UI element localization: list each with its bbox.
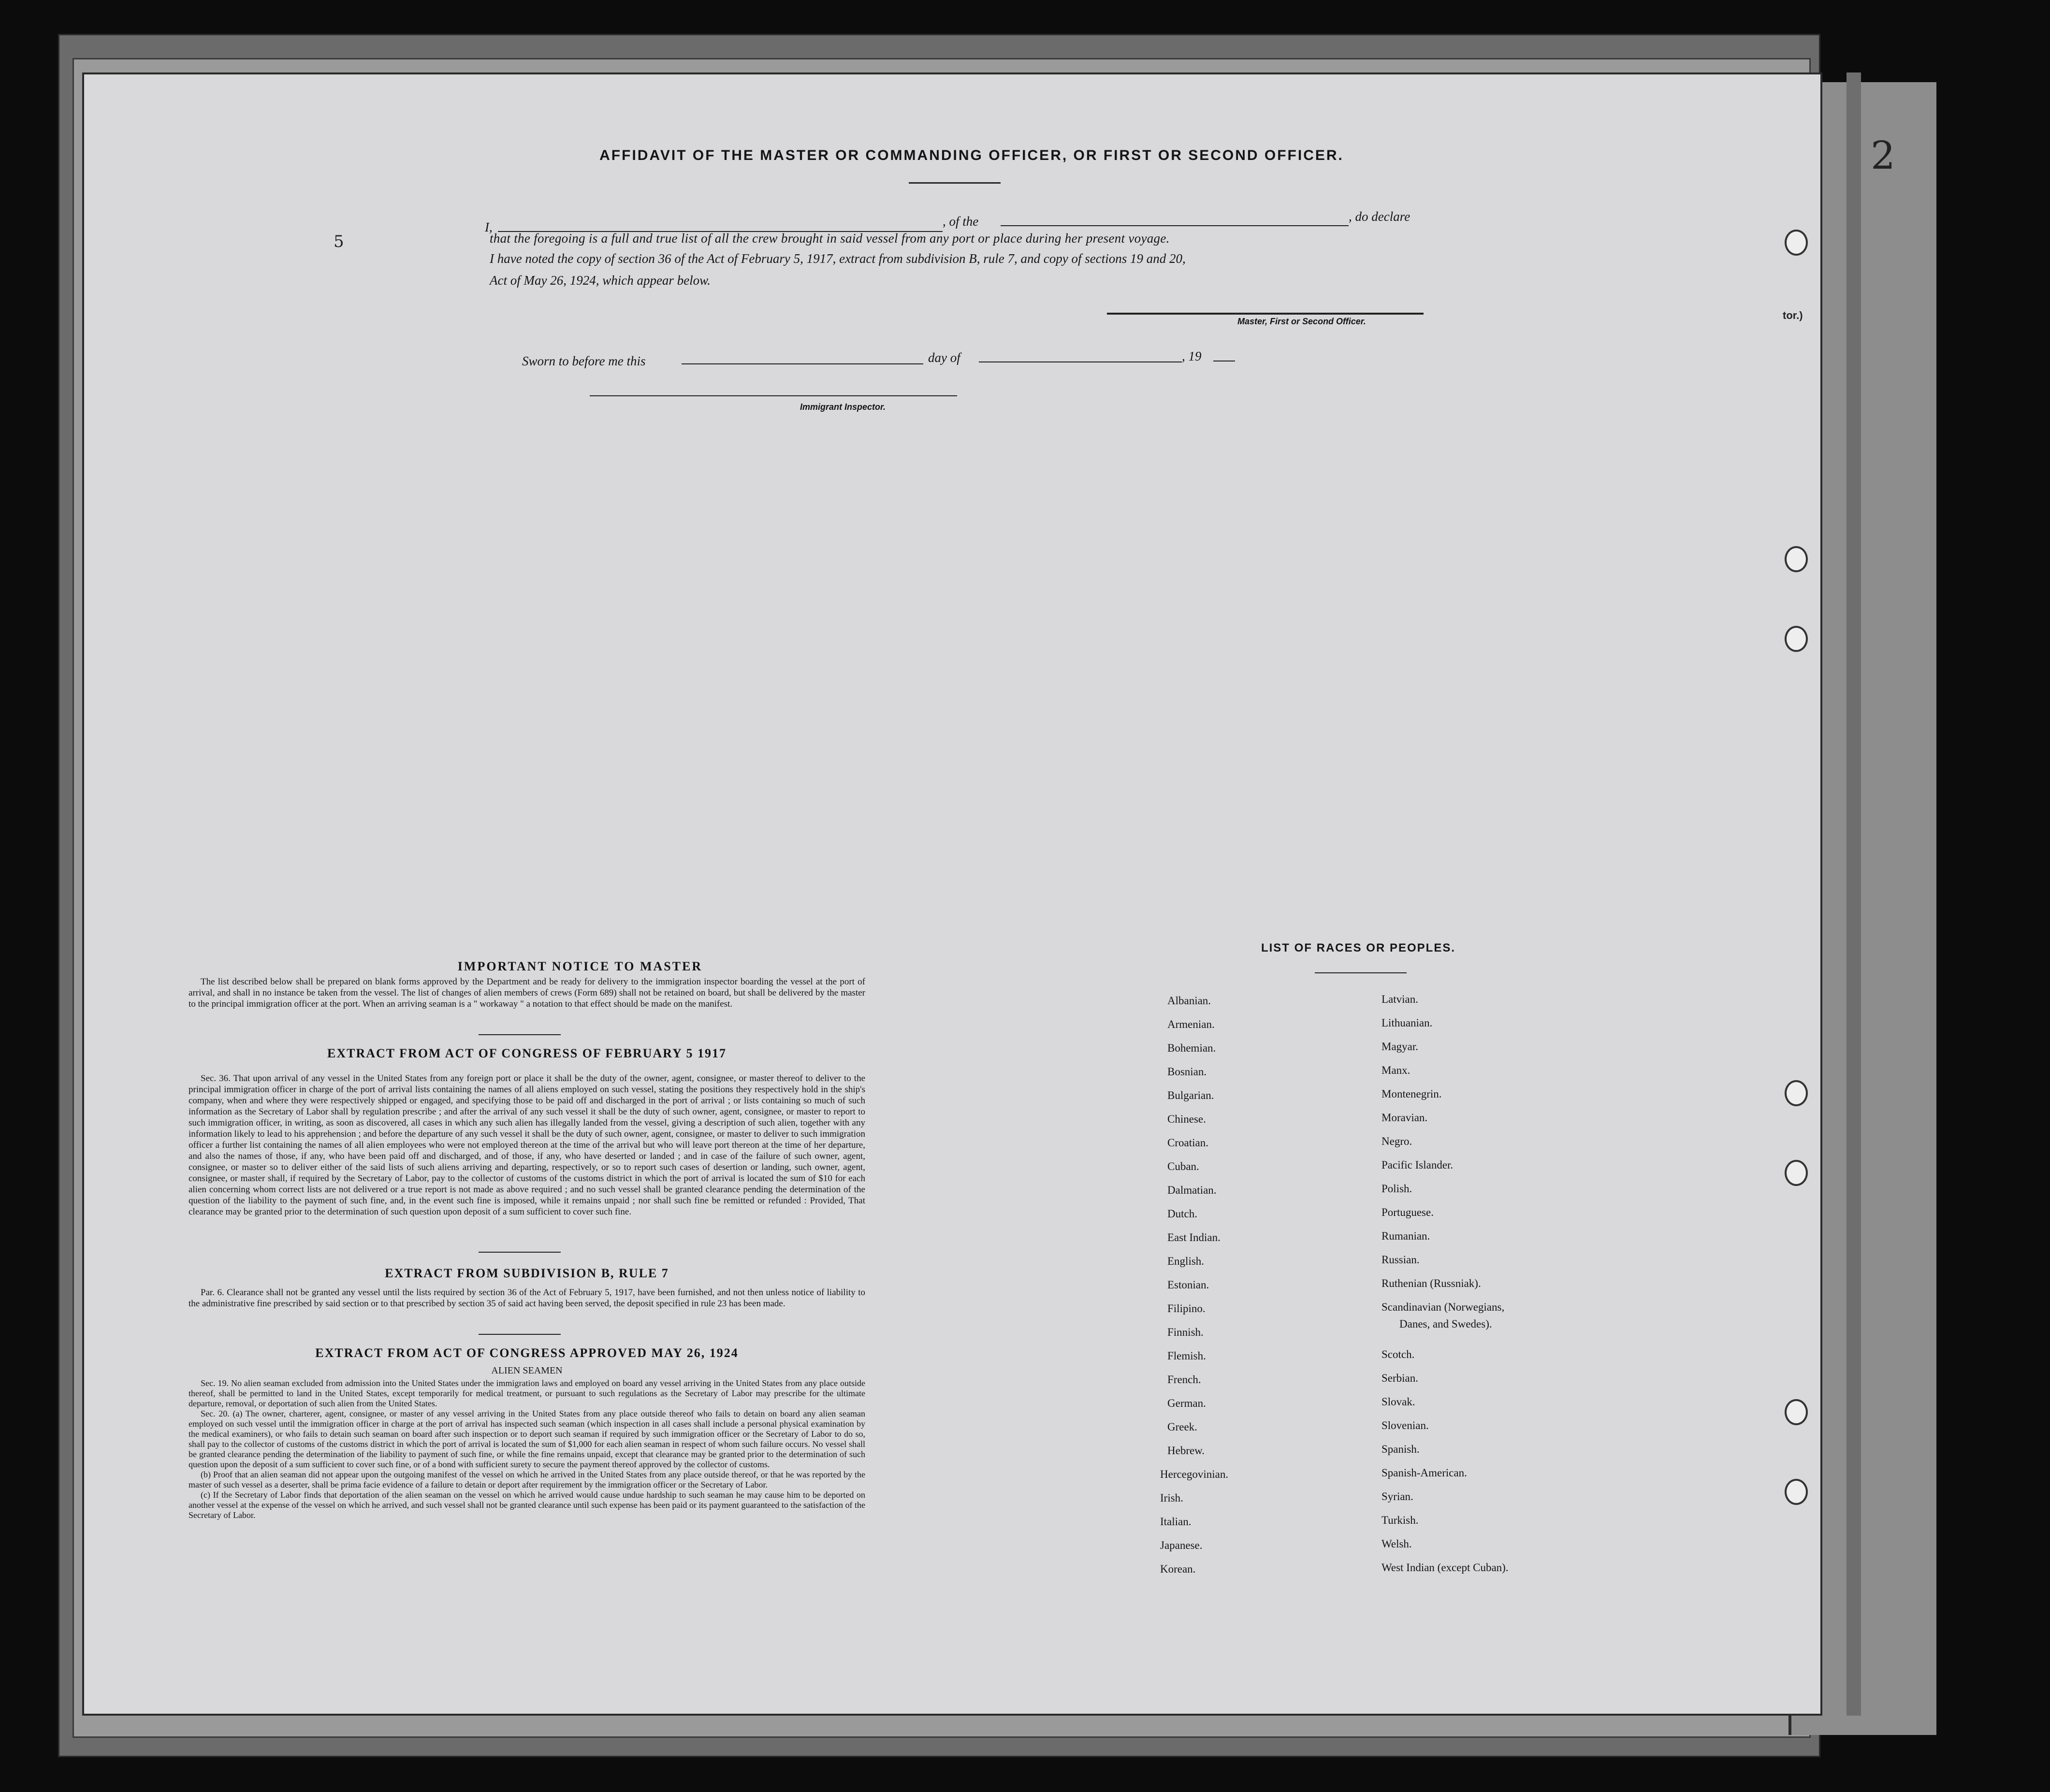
extract-rule7-title: EXTRACT FROM SUBDIVISION B, RULE 7: [385, 1266, 669, 1280]
race-item: Finnish.: [1167, 1326, 1204, 1338]
sec-20c-paragraph: (c) If the Secretary of Labor finds that deportation of the alien seaman on the vessel on which he arrived would cause undue hardship to such seaman he may cause him to be deported on another vessel at the expense of the vessel on which he arrived, and such vessel shall not be granted clearance until such expense has been paid or its payment guaranteed to the satisfaction of the Secretary of Labor.: [189, 1490, 865, 1520]
divider: [479, 1334, 561, 1335]
race-item: Armenian.: [1167, 1018, 1215, 1030]
binder-hole: [1785, 1160, 1808, 1186]
race-item: Russian.: [1381, 1254, 1420, 1266]
race-item: Dalmatian.: [1167, 1184, 1217, 1196]
race-item: Bulgarian.: [1167, 1089, 1214, 1101]
race-item: Estonian.: [1167, 1279, 1209, 1291]
race-item: Bohemian.: [1167, 1042, 1216, 1054]
sworn-day-of: day of: [928, 350, 960, 365]
notice-text: [189, 976, 865, 1010]
race-item: Manx.: [1381, 1064, 1410, 1076]
race-item: Dutch.: [1167, 1208, 1197, 1220]
race-item: Hebrew.: [1167, 1445, 1205, 1457]
race-item: Croatian.: [1167, 1137, 1208, 1149]
edge-text-fragment: tor.): [1783, 309, 1803, 321]
page-number-mark: 2: [1871, 133, 1895, 178]
binder-hole: [1785, 230, 1808, 256]
race-item: Spanish.: [1381, 1443, 1420, 1455]
sworn-text: Sworn to before me this: [522, 354, 646, 368]
binder-hole: [1785, 1080, 1808, 1106]
race-item: Danes, and Swedes).: [1399, 1318, 1492, 1330]
race-item: Moravian.: [1381, 1112, 1428, 1124]
par-6-paragraph: Par. 6. Clearance shall not be granted any vessel until the lists required by section 36 of the Act of February 5, 1917, have been furnished, and not then unless notice of liability to the administrative fine prescribed by said section or to that prescribed by section 35 of said act having been served, the deposit specified in rule 23 has been made.: [189, 1287, 865, 1309]
race-item: Ruthenian (Russniak).: [1381, 1277, 1481, 1289]
race-item: Portuguese.: [1381, 1206, 1434, 1218]
alien-seamen-subtitle: ALIEN SEAMEN: [491, 1365, 563, 1376]
race-item: French.: [1167, 1373, 1201, 1386]
signature-label: Master, First or Second Officer.: [1237, 317, 1366, 326]
race-item: Scandinavian (Norwegians,: [1381, 1301, 1505, 1313]
affidavit-i: I,: [485, 220, 493, 234]
sworn-year: , 19: [1182, 349, 1202, 363]
race-item: Albanian.: [1167, 995, 1211, 1007]
race-item: Pacific Islander.: [1381, 1159, 1454, 1171]
divider: [479, 1252, 561, 1253]
affidavit-do-declare: , do declare: [1349, 209, 1410, 224]
sec-36-paragraph: Sec. 36. That upon arrival of any vessel in the United States from any foreign port or place it shall be the duty of the owner, agent, consignee, or master thereof to deliver to the principal immigration officer in charge of the port of arrival lists containing the names of all aliens employed on such vessel, stating the positions they respectively hold in the ship's company, when and where they were respectively shipped or engaged, and specifying those to be paid off and discharged in the port of arrival ; or lists containing so much of such information as the Secretary of Labor shall by regulation prescribe ; and after the arrival of any such vessel it shall be the duty of such owner, agent, consignee, or master to report to such immigration officer, in writing, as soon as discovered, all cases in which any such alien has illegally landed from the vessel, giving a description of such alien, together with any information likely to lead to his apprehension ; and before the departure of any such vessel it shall be the duty of such owner, agent, consignee, or master to deliver to such immigration officer a further list containing the names of all alien employees who were not employed thereon at the time of the arrival but who will leave port thereon at the time of her departure, and also the names of those, if any, who have been paid off and discharged, and of those, if any, who have deserted or landed ; and in case of the failure of such owner, agent, consignee, or master so to deliver either of the said lists of such aliens arriving and departing, respectively, or so to report such cases of desertion or landing, such owner, agent, consignee, or master shall, if required by the Secretary of Labor, pay to the collector of customs of the customs district in which the port of arrival is located the sum of $10 for each alien concerning whom correct lists are not delivered or a true report is not made as above required ; and no such vessel shall be granted clearance pending the determination of the question of the liability to the payment of such fine, and, in the event such fine is imposed, while it remains unpaid ; nor shall such fine be remitted or refunded : Provided, That clearance may be granted prior to the determination of such question upon deposit of a sum sufficient to cover such fine.: [189, 1073, 865, 1217]
race-item: Spanish-American.: [1381, 1467, 1467, 1479]
race-item: Welsh.: [1381, 1538, 1412, 1550]
race-item: German.: [1167, 1397, 1206, 1409]
sec-19-paragraph: Sec. 19. No alien seaman excluded from admission into the United States under the immigration laws and employed on board any vessel arriving in the United States from any place outside thereof, shall be permitted to land in the United States, except temporarily for medical treatment, or pursuant to such regulations as the Secretary of Labor may prescribe for the ultimate departure, removal, or deportation of such alien from the United States.: [189, 1378, 865, 1408]
affidavit-title: AFFIDAVIT OF THE MASTER OR COMMANDING OFFICER, OR FIRST OR SECOND OFFICER.: [599, 147, 1344, 163]
affidavit-of-the: , of the: [943, 214, 979, 229]
race-item: Lithuanian.: [1381, 1017, 1433, 1029]
race-item: Cuban.: [1167, 1160, 1199, 1172]
race-item: Korean.: [1160, 1563, 1196, 1575]
affidavit-line-4: Act of May 26, 1924, which appear below.: [490, 273, 711, 288]
signature-line: [1107, 313, 1424, 315]
extract-1917-text: [189, 1073, 865, 1217]
vessel-blank: [1001, 225, 1349, 226]
race-item: Negro.: [1381, 1135, 1412, 1147]
race-item: Chinese.: [1167, 1113, 1206, 1125]
race-item: Hercegovinian.: [1160, 1468, 1229, 1480]
affidavit-line-2: that the foregoing is a full and true list of all the crew brought in said vessel from any port or place during her present voyage.: [490, 231, 1170, 246]
race-item: Japanese.: [1160, 1539, 1203, 1551]
divider: [479, 1034, 561, 1035]
binder-hole: [1785, 1479, 1808, 1505]
extract-1917-title: EXTRACT FROM ACT OF CONGRESS OF FEBRUARY 5 1917: [327, 1046, 727, 1060]
sec-20a-paragraph: Sec. 20. (a) The owner, charterer, agent, consignee, or master of any vessel arriving in the United States from any place outside thereof who fails to detain on board any alien seaman employed on such vessel until the immigration officer in charge at the port of arrival has inspected such seaman (which inspection in all cases shall include a personal physical examination by the medical examiners), or who fails to detain such seaman on board after such inspection or to deport such seaman if required by such immigration officer or the Secretary of Labor to do so, shall pay to the collector of customs of the customs district in which the port of arrival is located the sum of $1,000 for each alien seaman in respect of whom such failure occurs. No vessel shall be granted clearance pending the determination of the liability to payment of such fine, or while the fine remains unpaid, except that clearance may be granted prior to the determination of such question upon the deposit of a sum sufficient to cover such fine, or of a bond with sufficient surety to secure the payment thereof approved by the collector of customs.: [189, 1409, 865, 1469]
binder-hole: [1785, 1399, 1808, 1425]
race-item: Turkish.: [1381, 1514, 1419, 1526]
race-item: Irish.: [1160, 1492, 1183, 1504]
race-item: Latvian.: [1381, 993, 1418, 1005]
race-item: Slovenian.: [1381, 1419, 1429, 1431]
extract-1924-text: [189, 1378, 865, 1520]
race-item: Serbian.: [1381, 1372, 1419, 1384]
notice-title: IMPORTANT NOTICE TO MASTER: [457, 959, 703, 973]
divider: [1315, 972, 1407, 973]
race-item: Montenegrin.: [1381, 1088, 1442, 1100]
race-item: Magyar.: [1381, 1041, 1419, 1053]
race-item: Italian.: [1160, 1516, 1192, 1528]
inspector-label: Immigrant Inspector.: [800, 402, 886, 412]
race-item: Greek.: [1167, 1421, 1197, 1433]
race-item: Polish.: [1381, 1183, 1412, 1195]
race-item: Flemish.: [1167, 1350, 1206, 1362]
inspector-line: [590, 395, 957, 396]
extract-1924-title: EXTRACT FROM ACT OF CONGRESS APPROVED MAY 26, 1924: [315, 1346, 739, 1360]
sec-20b-paragraph: (b) Proof that an alien seaman did not appear upon the outgoing manifest of the vessel on which he arrived in the United States from any place outside thereof, or that he was reported by the master of such vessel as a deserter, shall be prima facie evidence of a failure to detain or deport after requirement by the immigration officer or the Secretary of Labor.: [189, 1470, 865, 1489]
extract-rule7-text: [189, 1287, 865, 1309]
month-blank: [979, 361, 1182, 362]
race-item: English.: [1167, 1255, 1205, 1267]
binder-hole: [1785, 626, 1808, 652]
day-blank: [682, 363, 923, 364]
binder-hole: [1785, 546, 1808, 572]
race-item: Filipino.: [1167, 1302, 1206, 1315]
race-item: Slovak.: [1381, 1396, 1415, 1408]
notice-paragraph: The list described below shall be prepared on blank forms approved by the Department and be ready for delivery to the immigration inspector boarding the vessel at the port of arrival, and shall in no instance be taken from the vessel. The list of changes of alien members of crews (Form 689) shall not be retained on board, but shall be delivered by the master to the principal immigration officer at the port. When an arriving seaman is a " workaway " a notation to that effect should be made on the manifest.: [189, 977, 865, 1009]
margin-mark: 5: [334, 232, 344, 251]
race-item: East Indian.: [1167, 1231, 1221, 1243]
race-item: Scotch.: [1381, 1348, 1415, 1360]
affidavit-line-3: I have noted the copy of section 36 of the Act of February 5, 1917, extract from subdivision B, rule 7, and copy of sections 19 and 20,: [490, 251, 1186, 266]
races-title: LIST OF RACES OR PEOPLES.: [1261, 941, 1456, 954]
race-item: Rumanian.: [1381, 1230, 1430, 1242]
divider: [909, 182, 1001, 184]
race-item: Syrian.: [1381, 1490, 1413, 1503]
page-edge: [1846, 72, 1861, 1716]
race-item: Bosnian.: [1167, 1066, 1207, 1078]
race-item: West Indian (except Cuban).: [1381, 1561, 1509, 1574]
